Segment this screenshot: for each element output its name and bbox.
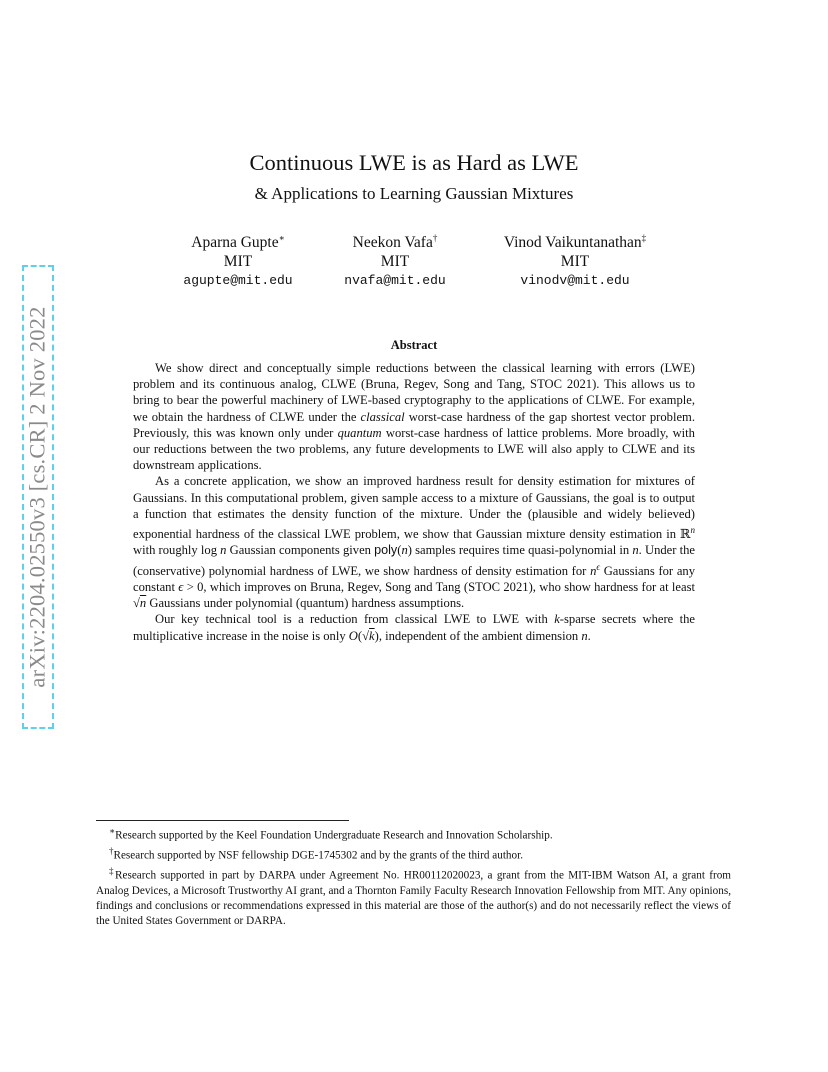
author-affiliation: MIT — [223, 253, 253, 271]
footnote-3 — [96, 864, 731, 930]
text-run: . Under the (conservative) polynomial hardness of LWE, we show hardness of density estimation for — [133, 543, 696, 578]
arxiv-identifier-text: arXiv:2204.02550v3 [cs.CR] 2 Nov 2022 — [25, 306, 50, 688]
math-var: ϵ — [178, 580, 184, 595]
text-run: Gaussians for any constant — [133, 563, 696, 595]
footnote-text: Research supported by NSF fellowship DGE-1745302 and by the grants of the third author. — [113, 849, 524, 862]
math-var: k — [369, 628, 375, 643]
author-email[interactable]: nvafa@mit.edu — [344, 273, 446, 289]
math-var: n — [690, 525, 695, 536]
author-name: Vinod Vaikuntanathan — [503, 234, 642, 252]
text-run: ), independent of the ambient dimension — [374, 628, 582, 643]
author-email[interactable]: vinodv@mit.edu — [520, 273, 630, 289]
math-var: k — [554, 612, 560, 627]
text-run: worst-case hardness of lattice problems. More broadly, with our reductions between the two problems, any future developments to LWE will also apply to CLWE and its downstream applications. — [133, 425, 695, 473]
footnote-mark: † — [109, 845, 114, 856]
math-var: n — [220, 543, 227, 558]
text-run: with roughly log — [133, 543, 221, 558]
abstract-paragraph-2 — [133, 473, 695, 611]
math-var: n — [139, 596, 147, 611]
math-var: ϵ — [596, 561, 600, 572]
author-affiliation: MIT — [380, 253, 410, 271]
math-sqrt: √ — [133, 596, 140, 611]
abstract-paragraph-3 — [133, 611, 695, 643]
abstract-body — [133, 360, 695, 644]
paper-title: Continuous LWE is as Hard as LWE — [249, 150, 579, 175]
author-name: Neekon Vafa — [352, 234, 433, 252]
footnote-mark: ∗ — [109, 826, 116, 836]
abstract-paragraph-1 — [133, 360, 695, 473]
footnote-mark: † — [432, 233, 438, 243]
math-sqrt: √ — [362, 628, 370, 643]
math-var: n — [401, 543, 408, 558]
emphasis: quantum — [337, 425, 382, 440]
footnote-text: Research supported by the Keel Foundation Undergraduate Research and Innovation Scholarship. — [115, 829, 553, 842]
author-affiliation: MIT — [560, 253, 590, 271]
abstract-heading: Abstract — [390, 338, 438, 352]
math-var: n — [590, 563, 597, 578]
footnote-1 — [96, 824, 731, 844]
paper-subtitle: & Applications to Learning Gaussian Mixtures — [254, 184, 574, 203]
author-name: Aparna Gupte — [191, 234, 279, 252]
footnote-text: Research supported in part by DARPA under Agreement No. HR00112020023, a grant from the MIT-IBM Watson AI, a grant from Analog Devices, a Microsoft Trustworthy AI grant, and a Thornton Family Faculty Research Innovation Fellowship from MIT. Any opinions, findings and conclusions or recommendations expressed in this material are those of the author(s) and do not necessarily reflect the views of the United States Government or DARPA. — [96, 869, 732, 928]
math-var: n — [632, 543, 639, 558]
footnote-2 — [96, 844, 731, 864]
text-run: worst-case hardness of the gap shortest vector problem. Previously, this was known only under — [133, 409, 695, 440]
author-2 — [325, 229, 465, 290]
text-run: -sparse secrets where the multiplicative increase in the noise is only — [133, 612, 695, 643]
text-run: ) samples requires time quasi-polynomial in — [407, 543, 633, 558]
text-run: . — [587, 628, 591, 643]
footnote-mark: ‡ — [641, 233, 647, 243]
text-run: > 0, which improves on Bruna, Regev, Song and Tang (STOC 2021), who show hardness for at least — [183, 580, 695, 595]
footnote-mark: ‡ — [109, 865, 116, 876]
text-run: ( — [397, 543, 402, 558]
text-run: Our key technical tool is a reduction from classical LWE to LWE with — [155, 612, 555, 627]
footnote-mark: ∗ — [278, 233, 285, 243]
math-var: O — [348, 628, 358, 643]
arxiv-identifier-stamp[interactable] — [22, 265, 54, 729]
footnotes — [96, 824, 731, 929]
math-var: n — [581, 628, 588, 643]
author-email[interactable]: agupte@mit.edu — [183, 273, 293, 289]
author-3 — [480, 229, 670, 290]
text-run: We show direct and conceptually simple reductions between the classical learning with errors (LWE) problem and its continuous analog, CLWE (Bruna, Regev, Song and Tang, STOC 2021). This allows us to bring to bear the powerful machinery of LWE-based cryptography to the applications of CLWE. For example, we obtain the hardness of CLWE under the — [133, 361, 695, 424]
emphasis: classical — [360, 409, 405, 424]
footnote-rule — [96, 820, 349, 821]
text-run: As a concrete application, we show an improved hardness result for density estimation for mixtures of Gaussians. In this computational problem, given sample access to a mixture of Gaussians, the goal is to output a function that estimates the density function of the mixture. Under the (plausible and widely believed) exponential hardness of the classical LWE problem, we show that Gaussian mixture density estimation in — [133, 474, 695, 542]
math-poly: poly — [374, 543, 398, 558]
text-run: Gaussians under polynomial (quantum) hardness assumptions. — [146, 596, 465, 611]
math-reals: ℝ — [680, 527, 691, 542]
author-1 — [168, 229, 308, 290]
text-run: Gaussian components given — [226, 543, 375, 558]
text-run: ( — [357, 628, 363, 643]
